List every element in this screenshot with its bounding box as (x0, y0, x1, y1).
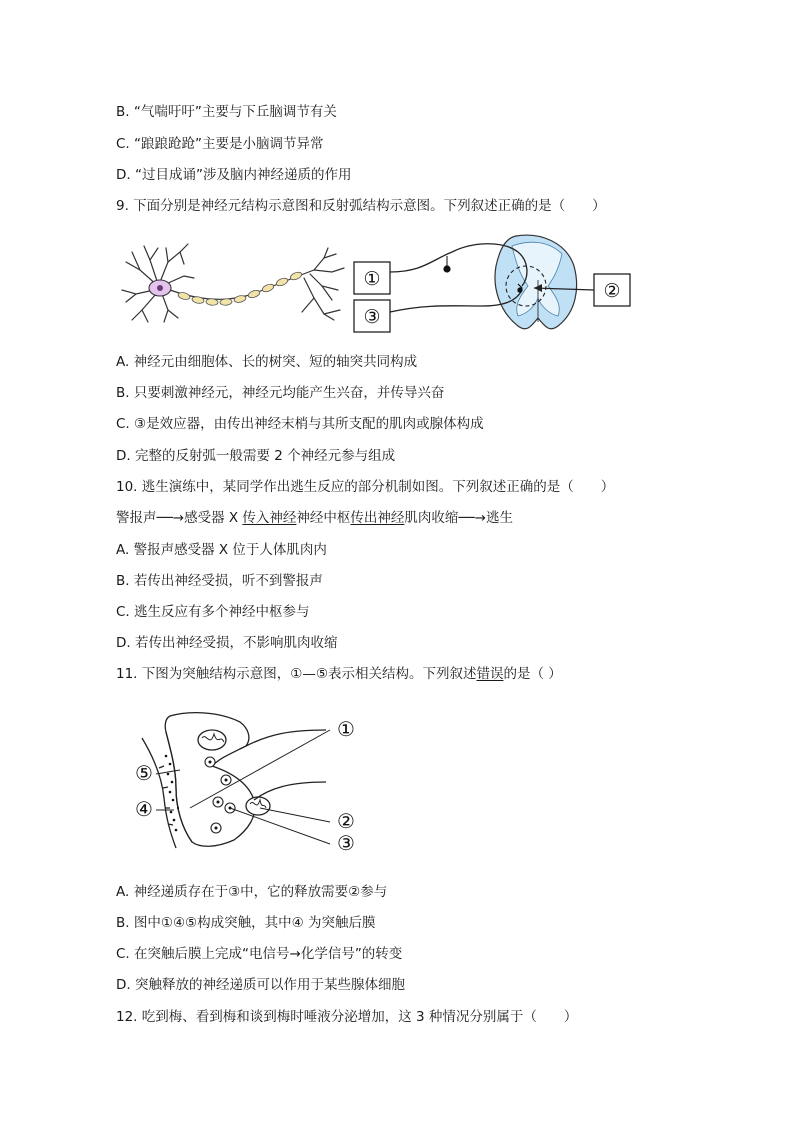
q11-option-c: C. 在突触后膜上完成“电信号→化学信号”的转变 (116, 946, 403, 962)
neuron-structure-figure (118, 240, 346, 330)
q10-option-b: B. 若传出神经受损，听不到警报声 (116, 573, 323, 589)
q8-option-b: B. “气喘吁吁”主要与下丘脑调节有关 (116, 104, 337, 120)
flow-afferent-nerve: 传入神经 (242, 510, 297, 526)
q11-stem-part1: 11. 下图为突触结构示意图，①—⑤表示相关结构。下列叙述 (116, 666, 477, 682)
q10-option-d: D. 若传出神经受损，不影响肌肉收缩 (116, 635, 338, 651)
synapse-label-1: ① (337, 717, 355, 741)
box-3-label: ③ (363, 306, 381, 328)
q10-flow-diagram (116, 509, 513, 527)
flow-center: 神经中枢 (296, 510, 351, 526)
q8-option-d: D. “过目成诵”涉及脑内神经递质的作用 (116, 167, 352, 183)
q11-option-b: B. 图中①④⑤构成突触，其中④ 为突触后膜 (116, 915, 376, 931)
q9-option-b: B. 只要刺激神经元，神经元均能产生兴奋，并传导兴奋 (116, 385, 445, 401)
q10-option-c: C. 逃生反应有多个神经中枢参与 (116, 604, 310, 620)
synapse-structure-figure (130, 708, 362, 858)
synapse-label-3: ③ (337, 831, 355, 855)
flow-start: 警报声──→感受器 X (116, 510, 243, 526)
reflex-arc-figure (352, 232, 634, 336)
q11-option-a: A. 神经递质存在于③中，它的释放需要②参与 (116, 884, 388, 900)
box-2-label: ② (603, 280, 621, 302)
q9-option-c: C. ③是效应器，由传出神经末梢与其所支配的肌肉或腺体构成 (116, 416, 484, 432)
q10-stem: 10. 逃生演练中，某同学作出逃生反应的部分机制如图。下列叙述正确的是（ ） (116, 479, 615, 495)
q11-stem (116, 665, 562, 683)
synapse-label-4: ④ (135, 797, 153, 821)
q9-stem: 9. 下面分别是神经元结构示意图和反射弧结构示意图。下列叙述正确的是（ ） (116, 198, 606, 214)
q11-option-d: D. 突触释放的神经递质可以作用于某些腺体细胞 (116, 977, 405, 993)
q12-stem: 12. 吃到梅、看到梅和谈到梅时唾液分泌增加，这 3 种情况分别属于（ ） (116, 1009, 578, 1025)
q9-option-a: A. 神经元由细胞体、长的树突、短的轴突共同构成 (116, 354, 418, 370)
box-1-label: ① (363, 268, 381, 290)
synapse-label-5: ⑤ (135, 761, 153, 785)
q11-stem-part2: 的是（ ） (503, 666, 562, 682)
flow-efferent-nerve: 传出神经 (350, 510, 405, 526)
flow-end: 肌肉收缩──→逃生 (404, 510, 513, 526)
q8-option-c: C. “踉踉跄跄”主要是小脑调节异常 (116, 136, 324, 152)
q11-stem-error-word: 错误 (476, 666, 504, 682)
q10-option-a: A. 警报声感受器 X 位于人体肌肉内 (116, 542, 327, 558)
synapse-label-2: ② (337, 809, 355, 833)
q9-option-d: D. 完整的反射弧一般需要 2 个神经元参与组成 (116, 448, 396, 464)
